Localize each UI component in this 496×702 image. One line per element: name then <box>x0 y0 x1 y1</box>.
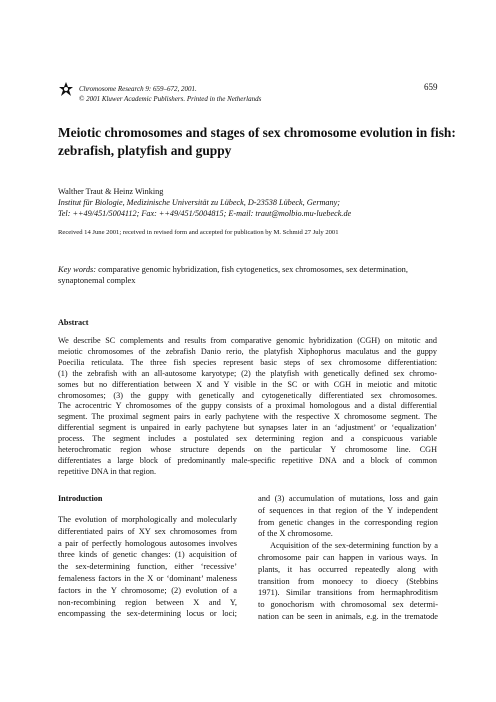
abstract-line: The acrocentric Y chromosomes of the guppy consists of a proximal homologous and a distal differential <box>58 401 437 411</box>
abstract-line: meiotic chromosomes of the zebrafish Danio rerio, the platyfish Xiphophorus maculatus and the guppy <box>58 346 437 356</box>
keywords-text: comparative genomic hybridization, fish cytogenetics, sex chromosomes, sex determination, synaptonemal complex <box>58 265 408 285</box>
body-line: a pair of perfectly homologous autosomes involves <box>58 538 237 548</box>
contact-details: Tel: ++49/451/5004112; Fax: ++49/451/5004815; E-mail: traut@molbio.mu-luebeck.de <box>58 209 352 218</box>
body-line: and (3) accumulation of mutations, loss and gain <box>258 494 438 503</box>
article-title <box>58 124 458 160</box>
body-line: differentiated pairs of XY sex chromosomes from <box>58 526 237 536</box>
keywords-label: Key words: <box>58 265 97 274</box>
abstract-line: We describe SC complements and results from comparative genomic hybridization (CGH) on mitotic and <box>58 336 437 345</box>
body-line: the sex-determining function, either ‘recessive’ <box>58 562 237 572</box>
keywords <box>58 264 450 286</box>
body-line: of the X chromosome. <box>258 529 333 539</box>
abstract-line: segment. The proximal segment pairs in early pachytene with the respective X chromosome segment. The <box>58 412 437 422</box>
abstract-line: heterochromatic region whose structure depends on the particular Y chromosome line. CGH <box>58 445 437 455</box>
kluwer-logo-icon <box>58 81 74 97</box>
abstract-line: Poecilia reticulata. The three fish species represent basic steps of sex chromosome differentiation: <box>58 357 437 367</box>
body-line: from genetic changes in the corresponding region <box>258 517 438 527</box>
abstract-line: repetitive DNA in that region. <box>58 466 156 476</box>
body-line: The evolution of morphologically and molecularly <box>58 515 237 524</box>
abstract-line: (1) the zebrafish with an all-autosome karyotype; (2) the platyfish with genetically defined sex chromo- <box>58 368 437 378</box>
body-line: femaleness factors in the X or ‘dominant’ maleness <box>58 573 237 583</box>
journal-citation: Chromosome Research 9: 659–672, 2001. <box>79 85 197 93</box>
page-number: 659 <box>424 82 438 92</box>
body-line: encompassing the sex-determining locus or loci; <box>58 609 237 619</box>
authors: Walther Traut & Heinz Winking <box>58 187 164 196</box>
abstract-line: differential segment is unpaired in early pachytene but synapses later in an ‘adjustment’ or ‘equalization’ <box>58 423 437 433</box>
abstract-line: somes but no differentiation between X and Y visible in the SC or with CGH in meiotic and mitotic <box>58 379 437 389</box>
body-line: plants, it has occurred repeatedly along with <box>258 564 438 574</box>
title-line: Meiotic chromosomes and stages of sex chromosome evolution in fish: <box>58 125 456 140</box>
abstract-line: chromosomes; (3) the guppy with genetically and cytogenetically differentiated sex chromosomes. <box>58 390 437 400</box>
body-line: factors in the Y chromosome; (2) evolution of a <box>58 585 237 595</box>
affiliation: Institut für Biologie, Medizinische Universität zu Lübeck, D-23538 Lübeck, Germany; <box>58 198 340 207</box>
body-line: non-recombining region between X and Y, <box>58 597 237 607</box>
abstract-line: process. The segment includes a postulated sex determining region and a conspicuous variable <box>58 434 437 444</box>
received-dates: Received 14 June 2001; received in revised form and accepted for publication by M. Schmid 27 July 2001 <box>58 229 339 236</box>
body-line: nation can be seen in animals, e.g. in the trematode <box>258 611 438 621</box>
abstract-line: differentiates a large block of predominantly male-specific repetitive DNA and a block of common <box>58 455 437 465</box>
body-line: transition from monoecy to dioecy (Stebbins <box>258 576 438 586</box>
copyright-line: © 2001 Kluwer Academic Publishers. Printed in the Netherlands <box>79 95 262 103</box>
introduction-heading: Introduction <box>58 494 103 503</box>
body-line: 1971). Similar transitions from hermaphroditism <box>258 588 438 598</box>
abstract-body <box>58 336 437 478</box>
title-line: zebrafish, platyfish and guppy <box>58 143 232 158</box>
abstract-heading: Abstract <box>58 318 89 327</box>
body-line: Acquisition of the sex-determining function by a <box>270 541 438 551</box>
body-line: chromosome pair can happen in various ways. In <box>258 552 438 562</box>
body-line: of sequences in that region of the Y independent <box>258 505 438 515</box>
body-column-right <box>258 493 438 623</box>
body-line: three kinds of genetic changes: (1) acquisition of <box>58 550 237 560</box>
body-line: to gonochorism with chromosomal sex determi- <box>258 600 438 610</box>
body-column-left <box>58 514 237 620</box>
